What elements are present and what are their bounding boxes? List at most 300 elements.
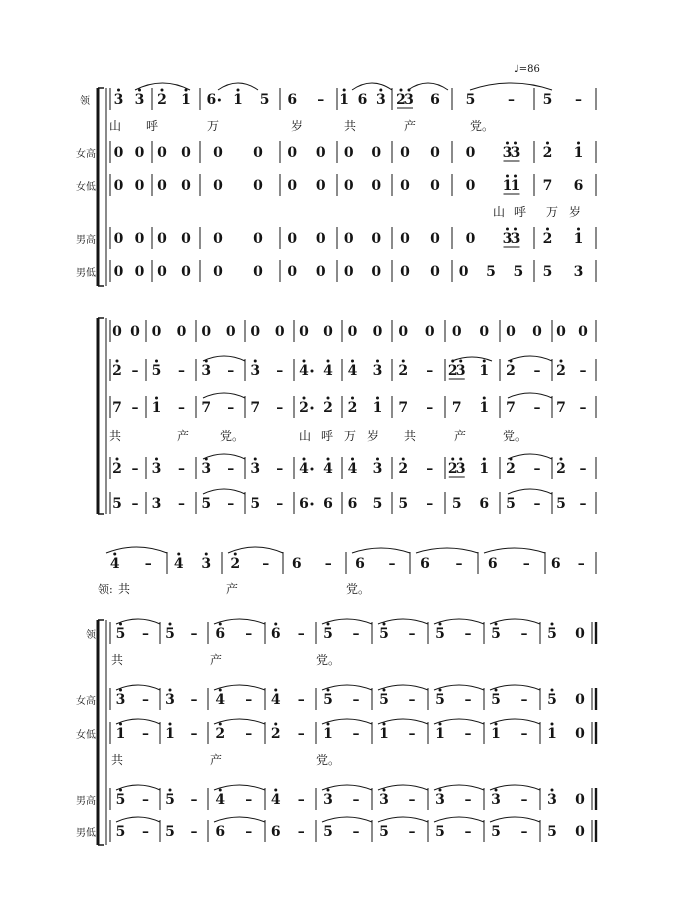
s2-r4-octave-dot: [155, 458, 158, 461]
s3-slur: [228, 547, 283, 553]
s4-tie: [378, 619, 428, 624]
s4-fa-note: 1: [491, 726, 501, 742]
s4-mb-note: –: [352, 824, 360, 840]
s4-tie: [116, 785, 160, 790]
s2-r4-note: –: [276, 461, 284, 477]
s1-lead-note: 1: [339, 92, 350, 108]
s2-r5-note: 6: [299, 496, 309, 512]
s2-r1-note: 0: [347, 324, 358, 340]
s4-part-label-fa: 女低: [76, 730, 96, 741]
s2-r3-note: 1: [479, 400, 490, 416]
s2-r1-note: 0: [225, 324, 236, 340]
s2-r4-octave-dot: [327, 458, 330, 461]
s1-fs-note: 1: [573, 145, 584, 161]
s2-r4-octave-dot: [254, 458, 257, 461]
s4-fa-note: 0: [575, 726, 585, 742]
s1-lead-note: 3: [375, 92, 386, 108]
s4-mb-note: –: [297, 824, 305, 840]
s4-mt-note: 3: [323, 792, 333, 808]
s4-fa-note: 1: [323, 726, 333, 742]
s4-mt-note: –: [352, 792, 360, 808]
s2-r2-octave-dot: [376, 360, 379, 363]
s2-r4-note: –: [579, 461, 587, 477]
s1-mb-note: 5: [542, 264, 553, 280]
s3-slur: [106, 547, 167, 553]
s2-r4-octave-dot: [483, 458, 486, 461]
part-label-mt: 男高: [76, 235, 96, 246]
s2-r3-octave-dot: [155, 397, 158, 400]
s2-lyric: 岁: [366, 429, 380, 443]
s2-r1-note: 0: [112, 324, 122, 340]
s1-fa-note: 0: [371, 178, 382, 194]
s1-mt-note: 3: [510, 231, 521, 247]
s1-fa-note: 6: [573, 178, 584, 194]
s4-fa-note: –: [245, 726, 253, 742]
s2-r2-note: 1: [479, 363, 490, 379]
s2-r4-dot: [311, 468, 314, 471]
s4-mt-octave-dot: [551, 789, 554, 792]
s4-lead-octave-dot: [169, 623, 172, 626]
s4-fa-octave-dot: [383, 723, 386, 726]
s1-mt-note: 0: [287, 231, 298, 247]
s1-mb-note: 0: [253, 264, 263, 280]
s1-fa-note: 1: [502, 178, 513, 194]
s2-r1-note: 0: [299, 324, 309, 340]
s2-r4-note: 3: [201, 461, 212, 477]
s2-r5-note: –: [426, 496, 434, 512]
s2-r5-note: –: [178, 496, 185, 512]
s4-fs-octave-dot: [327, 689, 330, 692]
s2-r2-note: –: [178, 363, 185, 379]
s2-r2-note: 3: [201, 363, 212, 379]
s1-lead-note: 6: [357, 92, 368, 108]
s1-mt-note: 0: [134, 231, 145, 247]
s2-lyric: 党。: [219, 429, 245, 443]
s1-lead-note: 6: [430, 92, 440, 108]
s1-mt-note: 0: [371, 231, 382, 247]
s2-r4-note: 2: [506, 461, 516, 477]
s4-tie: [116, 817, 160, 822]
s2-r2-note: 4: [299, 363, 309, 379]
s3-lead-octave-dot: [205, 553, 208, 556]
s1-fs-note: 0: [315, 145, 326, 161]
s4-mb-note: 5: [115, 824, 126, 840]
s2-r2-octave-dot: [560, 360, 563, 363]
s2-r1-note: 0: [274, 324, 285, 340]
s2-tie: [508, 454, 552, 459]
s4-tie: [214, 619, 265, 624]
s2-r1-note: 0: [130, 324, 140, 340]
s4-mt-note: 3: [491, 792, 501, 808]
s4-lead-octave-dot: [551, 623, 554, 626]
s2-r3-note: 1: [372, 400, 383, 416]
s4-fa-note: –: [190, 726, 198, 742]
s1-fs-note: 0: [213, 145, 223, 161]
s1-mb-note: 0: [287, 264, 298, 280]
s2-r5-dot: [311, 503, 314, 506]
s4-fs-note: –: [297, 692, 305, 708]
s4-mb-note: –: [142, 824, 149, 840]
s2-r2-octave-dot: [116, 360, 119, 363]
s1-fa-note: 7: [542, 178, 553, 194]
s2-r4-octave-dot: [303, 458, 306, 461]
s1-lead-octave-dot: [400, 89, 403, 92]
s2-r2-note: 3: [372, 363, 383, 379]
s1-fa-note: 0: [465, 178, 476, 194]
s4-tie: [214, 817, 265, 822]
s1-fs-note: 0: [113, 145, 124, 161]
s3-tie: [352, 548, 410, 553]
s2-lyric: 呼: [320, 429, 334, 443]
s2-r3-octave-dot: [327, 397, 330, 400]
s2-r2-octave-dot: [459, 360, 462, 363]
s1-lyric-lead: 共: [343, 119, 357, 133]
s2-r4-note: 3: [455, 461, 466, 477]
s4-tie: [116, 719, 160, 724]
s4-mt-octave-dot: [495, 789, 498, 792]
s4-mt-octave-dot: [439, 789, 442, 792]
s4-lead-note: –: [245, 626, 253, 642]
s2-r1-note: 0: [323, 324, 333, 340]
s3-lead-note: 4: [109, 556, 120, 572]
s1-fs-note: 0: [465, 145, 476, 161]
s4-fa-octave-dot: [219, 723, 222, 726]
s2-r2-note: 2: [398, 363, 409, 379]
s2-r1-note: 0: [250, 324, 261, 340]
s4-fa-note: –: [352, 726, 360, 742]
s4-fa-note: 1: [379, 726, 389, 742]
s1-mt-note: 0: [213, 231, 223, 247]
s4-mb-note: 5: [547, 824, 557, 840]
s4-tie: [378, 719, 428, 724]
s1-mt-note: 1: [573, 231, 584, 247]
s2-r1-note: 0: [578, 324, 588, 340]
s2-r1-note: 0: [151, 324, 162, 340]
s2-r2-octave-dot: [483, 360, 486, 363]
s4-tie: [434, 685, 484, 690]
s2-r3-note: 7: [201, 400, 212, 416]
s1-fa-note: 0: [213, 178, 223, 194]
s2-r3-note: –: [178, 400, 185, 416]
s4-lead-note: –: [190, 626, 198, 642]
s4-mt-note: 3: [547, 792, 557, 808]
s4-tie: [322, 719, 372, 724]
s1-lyric-fa: 山: [492, 205, 506, 219]
s2-r3-note: –: [227, 400, 235, 416]
s1-fa-note: 0: [113, 178, 124, 194]
s4-fs-octave-dot: [383, 689, 386, 692]
s2-r3-dot: [311, 407, 314, 410]
s2-r4-note: 1: [479, 461, 490, 477]
s2-r3-octave-dot: [376, 397, 379, 400]
s2-r4-note: –: [178, 461, 185, 477]
s4-mt-note: –: [464, 792, 472, 808]
s2-r4-note: 2: [447, 461, 458, 477]
s2-r5-note: –: [533, 496, 541, 512]
s2-r3-octave-dot: [351, 397, 354, 400]
s4-part-label-fs: 女高: [76, 696, 96, 707]
s1-mb-note: 0: [430, 264, 440, 280]
s3-lead-note: 3: [201, 556, 212, 572]
s2-r1-note: 0: [424, 324, 435, 340]
s4-lead-note: –: [142, 626, 149, 642]
s4-mt-note: 3: [435, 792, 445, 808]
s1-fa-octave-dot: [514, 175, 517, 178]
s4-lead-note: 6: [270, 626, 281, 642]
s2-lyric: 万: [343, 429, 357, 443]
s1-lead-note: 6: [287, 92, 298, 108]
s2-r4-octave-dot: [351, 458, 354, 461]
s1-mb-note: 0: [181, 264, 191, 280]
s2-r2-note: 4: [323, 363, 333, 379]
s2-r1-note: 0: [176, 324, 187, 340]
s2-r1-note: 0: [398, 324, 409, 340]
s2-r1-note: 0: [506, 324, 516, 340]
s1-mb-note: 0: [343, 264, 354, 280]
s4-tie: [490, 719, 540, 724]
s4-mb-note: 5: [379, 824, 389, 840]
s4-mt-note: –: [520, 792, 528, 808]
s2-r3-note: 7: [250, 400, 261, 416]
s4-tie: [490, 685, 540, 690]
s3-lead-octave-dot: [177, 553, 180, 556]
s1-lyric-lead: 产: [403, 119, 417, 133]
s4-lead-note: –: [408, 626, 416, 642]
s1-mb-note: 3: [573, 264, 584, 280]
s2-r5-note: –: [131, 496, 139, 512]
s1-mt-octave-dot: [506, 228, 509, 231]
s4-mb-note: 6: [270, 824, 281, 840]
s1-fs-octave-dot: [546, 142, 549, 145]
s2-r4-octave-dot: [451, 458, 454, 461]
s4-mt-note: 5: [115, 792, 126, 808]
s3-lead-note: 6: [487, 556, 498, 572]
s4-mb-note: –: [190, 824, 198, 840]
s1-lead-octave-dot: [237, 89, 240, 92]
s1-fs-note: 0: [343, 145, 354, 161]
s1-fs-note: 0: [371, 145, 382, 161]
part-label-fs: 女高: [76, 149, 96, 160]
s2-r4-note: 3: [151, 461, 162, 477]
s2-r4-note: 3: [372, 461, 383, 477]
part-label-fa: 女低: [76, 182, 96, 193]
s2-r2-note: 5: [151, 363, 162, 379]
s4-fs-note: 5: [547, 692, 557, 708]
s4-fs-note: 5: [491, 692, 501, 708]
s4-fs-note: –: [245, 692, 253, 708]
s2-r2-note: 3: [250, 363, 261, 379]
s4-mt-note: –: [297, 792, 305, 808]
s2-r3-note: 7: [112, 400, 122, 416]
s4-mt-note: 3: [379, 792, 389, 808]
s3-lyric: 党。: [345, 582, 371, 596]
s2-r4-octave-dot: [459, 458, 462, 461]
s2-r4-note: 2: [112, 461, 122, 477]
s4-tie: [434, 817, 484, 822]
s4-lyric-fa: 共: [110, 753, 124, 767]
s2-r2-dot: [311, 370, 314, 373]
s1-mb-note: 0: [458, 264, 469, 280]
s4-mb-note: 6: [215, 824, 226, 840]
s4-tie: [434, 785, 484, 790]
s4-fs-note: 5: [379, 692, 389, 708]
s4-fs-note: –: [352, 692, 360, 708]
s1-fa-note: 0: [400, 178, 410, 194]
s2-r4-octave-dot: [376, 458, 379, 461]
s4-mt-note: –: [190, 792, 198, 808]
s4-lead-note: 5: [165, 626, 175, 642]
s4-fa-note: –: [464, 726, 472, 742]
s4-tie: [322, 817, 372, 822]
s1-lead-octave-dot: [117, 89, 120, 92]
s1-mb-note: 5: [513, 264, 524, 280]
s4-mt-octave-dot: [169, 789, 172, 792]
s2-r5-note: 6: [347, 496, 358, 512]
s1-lead-octave-dot: [343, 89, 346, 92]
s2-r5-note: –: [276, 496, 284, 512]
s1-mt-note: 0: [430, 231, 440, 247]
s4-mb-note: –: [245, 824, 253, 840]
s4-mt-octave-dot: [219, 789, 222, 792]
s4-lead-octave-dot: [383, 623, 386, 626]
s1-mt-note: 2: [542, 231, 553, 247]
s4-lead-note: 5: [379, 626, 389, 642]
s4-mt-note: –: [245, 792, 253, 808]
part-label-mb: 男低: [76, 268, 96, 279]
s4-tie: [116, 619, 160, 624]
s1-lead-slur: [352, 83, 392, 90]
s1-fa-note: 0: [134, 178, 145, 194]
s4-tie: [434, 719, 484, 724]
s4-tie: [322, 619, 372, 624]
s1-fs-note: 2: [542, 145, 553, 161]
s1-mt-octave-dot: [577, 228, 580, 231]
s2-r5-note: –: [227, 496, 235, 512]
part-label-lead: 领: [80, 96, 90, 107]
s2-lyric: 产: [453, 429, 467, 443]
s4-mb-note: 5: [323, 824, 333, 840]
s4-mb-note: 5: [435, 824, 445, 840]
s4-tie: [378, 685, 428, 690]
s4-fa-note: –: [408, 726, 416, 742]
s1-fa-note: 0: [157, 178, 167, 194]
s4-mt-octave-dot: [383, 789, 386, 792]
s4-mb-note: –: [408, 824, 416, 840]
s4-fa-note: 1: [165, 726, 175, 742]
s2-r4-note: 4: [323, 461, 333, 477]
s4-fa-note: 1: [115, 726, 126, 742]
s2-r3-note: 1: [151, 400, 162, 416]
s1-lead-octave-dot: [161, 89, 164, 92]
s2-r1-note: 0: [479, 324, 490, 340]
s1-lead-note: –: [508, 92, 515, 108]
s4-fs-note: –: [142, 692, 149, 708]
s2-r3-note: –: [131, 400, 139, 416]
s1-lead-dot: [218, 99, 221, 102]
s1-fa-note: 1: [510, 178, 521, 194]
s1-fs-note: 0: [400, 145, 410, 161]
s2-r3-note: 7: [506, 400, 516, 416]
s4-lead-note: –: [520, 626, 528, 642]
s1-fa-note: 0: [430, 178, 440, 194]
s2-r4-note: 2: [556, 461, 566, 477]
s3-lyric: 产: [225, 582, 239, 596]
s4-fs-note: –: [464, 692, 472, 708]
s2-r2-octave-dot: [155, 360, 158, 363]
s1-lead-slur: [470, 83, 552, 90]
s2-r3-note: 7: [398, 400, 409, 416]
s4-tie: [378, 785, 428, 790]
s4-fs-octave-dot: [495, 689, 498, 692]
s4-mt-note: 0: [575, 792, 585, 808]
s3-lead-octave-dot: [234, 553, 237, 556]
s2-tie: [508, 356, 552, 361]
s2-r2-octave-dot: [303, 360, 306, 363]
s2-r2-note: 2: [556, 363, 566, 379]
s1-fa-note: 0: [315, 178, 326, 194]
s4-mb-note: 5: [165, 824, 175, 840]
s4-fs-octave-dot: [219, 689, 222, 692]
s2-r3-note: 2: [347, 400, 358, 416]
s1-lyric-lead: 万: [206, 119, 220, 133]
s2-r4-note: 3: [250, 461, 261, 477]
s4-lyric-lead: 产: [209, 653, 223, 667]
s1-lead-note: 1: [181, 92, 191, 108]
s4-mt-note: –: [408, 792, 416, 808]
s4-fa-octave-dot: [274, 723, 277, 726]
s4-fa-note: 1: [435, 726, 445, 742]
s1-fa-note: 0: [287, 178, 298, 194]
s1-fs-note: 0: [430, 145, 440, 161]
s2-slur: [452, 357, 492, 361]
s4-fs-note: 3: [115, 692, 126, 708]
s2-r2-note: –: [426, 363, 434, 379]
s2-r1-note: 0: [372, 324, 383, 340]
s4-fs-note: 5: [435, 692, 445, 708]
s1-lead-octave-dot: [379, 89, 382, 92]
s1-fs-note: 3: [502, 145, 513, 161]
s2-r2-octave-dot: [254, 360, 257, 363]
s1-fa-octave-dot: [506, 175, 509, 178]
s4-fs-octave-dot: [439, 689, 442, 692]
s4-part-label-mt: 男高: [76, 796, 96, 807]
s4-tie: [378, 817, 428, 822]
s1-fs-octave-dot: [577, 142, 580, 145]
s1-mt-note: 0: [113, 231, 124, 247]
s1-fa-note: 0: [181, 178, 191, 194]
s1-lead-note: –: [575, 92, 582, 108]
s1-lead-slur: [408, 83, 448, 90]
s2-r5-note: 5: [451, 496, 462, 512]
s1-lyric-fa: 呼: [513, 205, 527, 219]
tempo-mark: ♩=86: [514, 64, 540, 75]
s1-mt-note: 0: [253, 231, 263, 247]
s2-r2-octave-dot: [327, 360, 330, 363]
s2-r4-octave-dot: [116, 458, 119, 461]
s2-r5-note: 5: [250, 496, 261, 512]
s1-lead-note: 5: [542, 92, 553, 108]
s2-r5-note: 5: [372, 496, 383, 512]
s2-r5-note: 5: [112, 496, 122, 512]
s4-mt-note: –: [142, 792, 149, 808]
s1-mt-note: 0: [181, 231, 191, 247]
s4-lyric-fa: 党。: [315, 753, 341, 767]
s2-r3-note: 7: [451, 400, 462, 416]
s4-part-label-lead: 领: [86, 630, 96, 641]
s4-tie: [490, 817, 540, 822]
s1-lyric-lead: 党。: [469, 119, 495, 133]
s2-r5-note: 3: [151, 496, 162, 512]
